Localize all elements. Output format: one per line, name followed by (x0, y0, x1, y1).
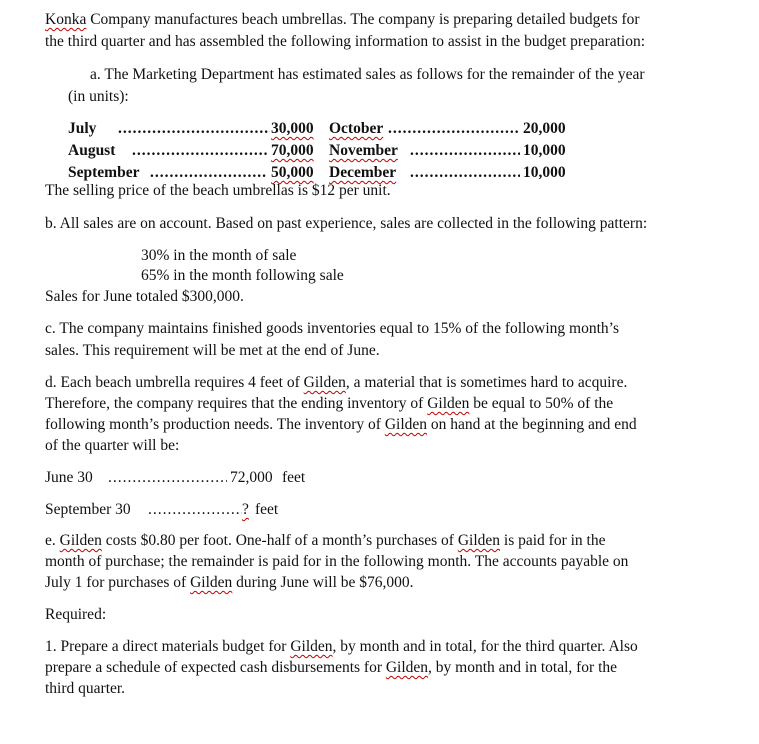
part-e-line-3: July 1 for purchases of Gilden during June will be $76,000. (45, 574, 414, 591)
collection-pct-2: 65% in the month following sale (141, 267, 344, 284)
sales-units-right: 10,000 (523, 164, 566, 181)
intro-line-2: the third quarter and has assembled the following information to assist in the budget preparation: (45, 33, 646, 50)
sales-units-right: 10,000 (523, 142, 566, 159)
sales-units-left: 50,000 (271, 164, 314, 181)
sales-month-right: October (329, 120, 384, 137)
material-name: Gilden (190, 574, 233, 591)
collection-pct-1: 30% in the month of sale (141, 247, 297, 264)
intro-line-1: Konka Company manufactures beach umbrellas. The company is preparing detailed budgets for (45, 11, 640, 28)
material-name: Gilden (385, 659, 429, 676)
required-line-1: 1. Prepare a direct materials budget for Gilden, by month and in total, for the third quarter. Also (45, 638, 638, 655)
required-heading: Required: (45, 606, 107, 623)
sales-month-left: September (68, 164, 140, 181)
sales-month-left: August (68, 142, 116, 159)
part-a-line-1: a. The Marketing Department has estimated sales as follows for the remainder of the year (90, 66, 645, 83)
leader-dots (148, 499, 242, 521)
part-a-line-2: (in units): (68, 88, 129, 105)
inventory-unit: feet (282, 469, 306, 486)
part-e-line-2: month of purchase; the remainder is paid for in the following month. The accounts payable on (45, 553, 629, 570)
material-name: Gilden (457, 532, 501, 549)
leader-dots (108, 467, 227, 489)
material-name: Gilden (303, 374, 346, 391)
part-d-line-4: of the quarter will be: (45, 437, 180, 454)
leader-dots (410, 140, 520, 162)
leader-dots (388, 118, 519, 140)
selling-price: The selling price of the beach umbrellas is $12 per unit. (45, 182, 391, 199)
june-sales: Sales for June totaled $300,000. (45, 288, 244, 305)
inventory-value: ? (242, 501, 249, 518)
part-c-line-1: c. The company maintains finished goods inventories equal to 15% of the following month’s (45, 320, 619, 337)
part-d-line-2: Therefore, the company requires that the ending inventory of Gilden be equal to 50% of the (45, 395, 614, 412)
sales-units-right: 20,000 (523, 120, 566, 137)
sales-month-left: July (68, 120, 97, 137)
leader-dots (132, 140, 267, 162)
inventory-date: September 30 (45, 501, 131, 518)
sales-units-left: 70,000 (271, 142, 314, 159)
sales-month-right: December (329, 164, 397, 181)
part-c-line-2: sales. This requirement will be met at the end of June. (45, 342, 380, 359)
material-name: Gilden (384, 416, 427, 433)
part-d-line-1: d. Each beach umbrella requires 4 feet of Gilden, a material that is sometimes hard to acquire. (45, 374, 628, 391)
leader-dots (410, 162, 520, 184)
sales-units-left: 30,000 (271, 120, 314, 137)
part-d-line-3: following month’s production needs. The inventory of Gilden on hand at the beginning and end (45, 416, 637, 433)
sales-month-right: November (329, 142, 398, 159)
inventory-date: June 30 (45, 469, 93, 486)
required-line-3: third quarter. (45, 680, 126, 697)
material-name: Gilden (59, 532, 102, 549)
required-line-2: prepare a schedule of expected cash disbursements for Gilden, by month and in total, for the (45, 659, 618, 676)
inventory-unit: feet (255, 501, 279, 518)
leader-dots (118, 118, 270, 140)
company-name: Konka (45, 11, 87, 28)
material-name: Gilden (427, 395, 470, 412)
part-b-line-1: b. All sales are on account. Based on past experience, sales are collected in the following pattern: (45, 215, 648, 232)
inventory-value: 72,000 (230, 469, 273, 486)
part-e-line-1: e. Gilden costs $0.80 per foot. One-half of a month’s purchases of Gilden is paid for in the (45, 532, 606, 549)
material-name: Gilden (290, 638, 333, 655)
